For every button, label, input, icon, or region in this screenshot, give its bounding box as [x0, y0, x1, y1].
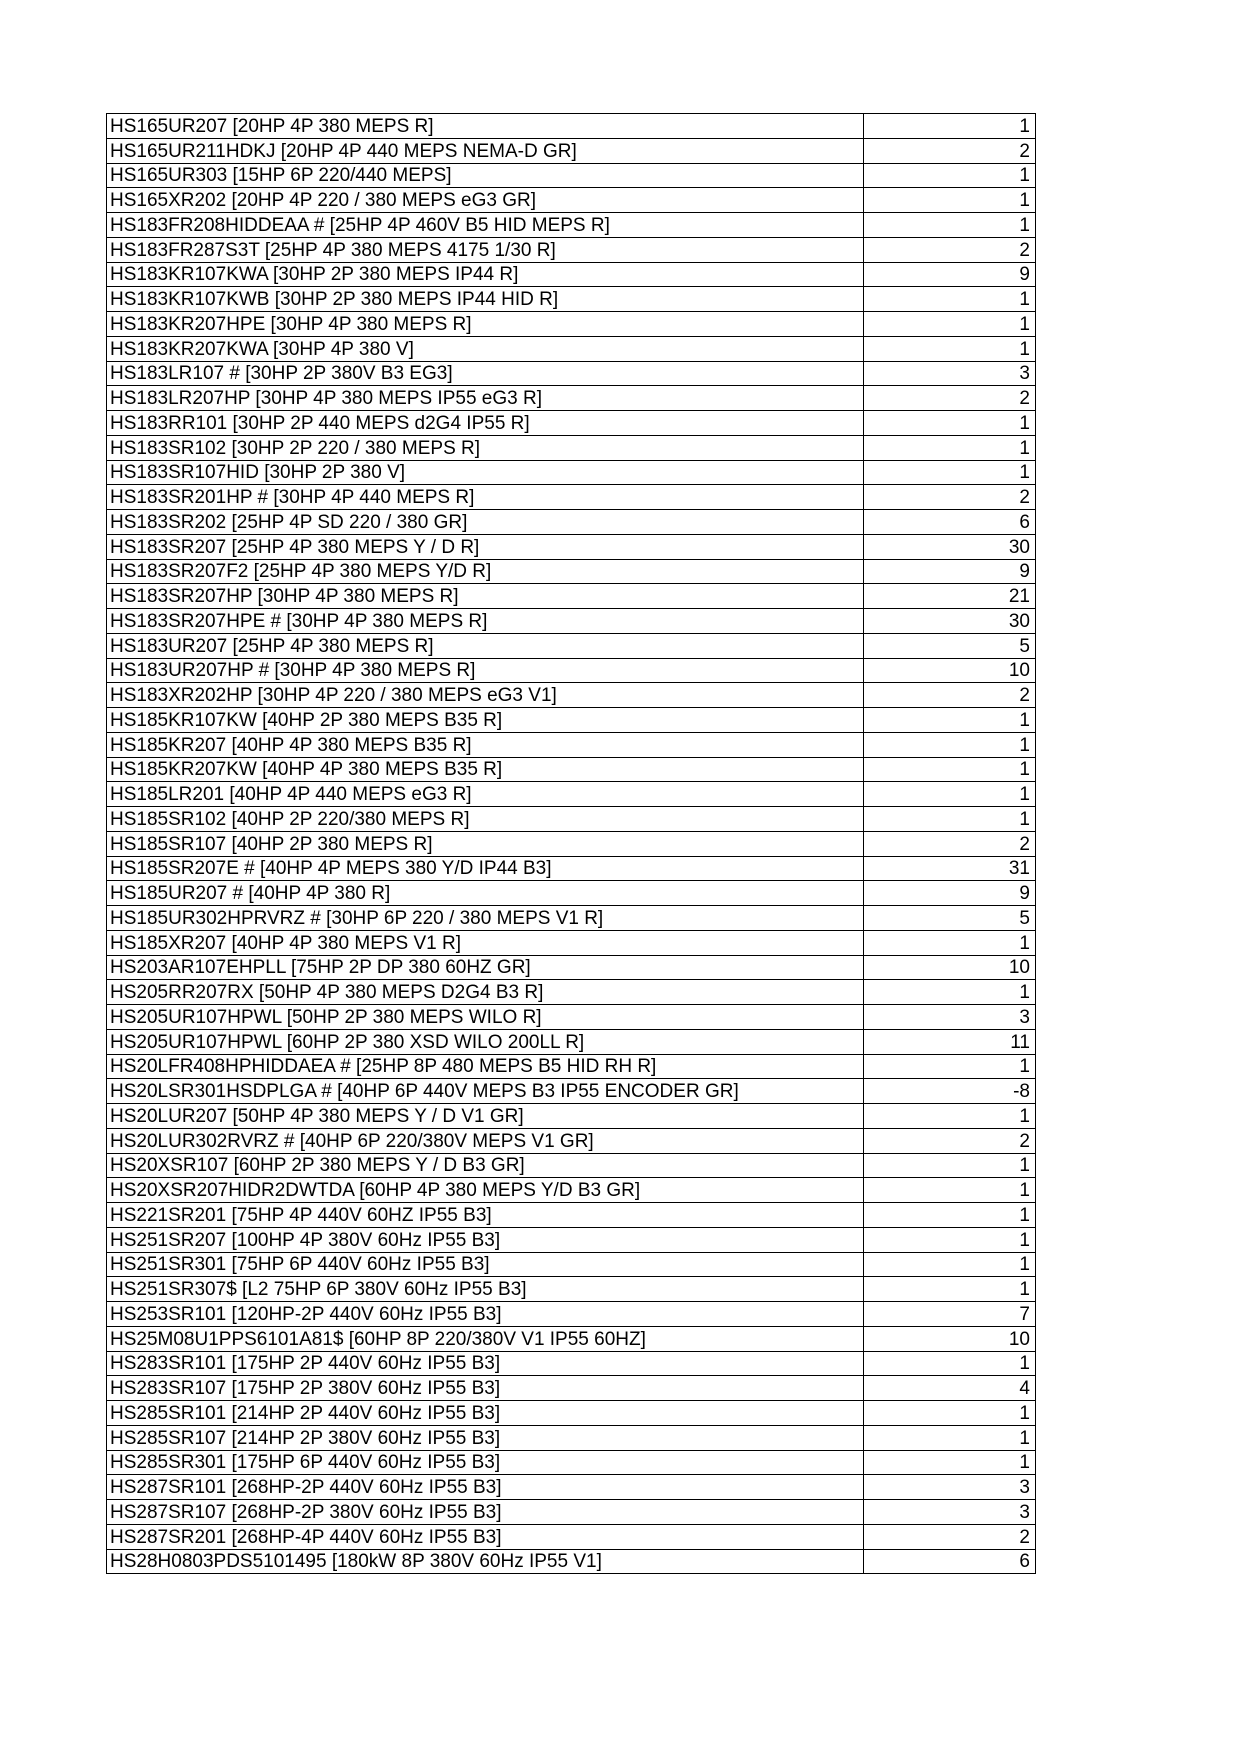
table-row — [107, 1425, 1036, 1450]
item-description-cell: HS183FR208HIDDEAA # [25HP 4P 460V B5 HID MEPS R] — [107, 213, 864, 238]
item-description-cell: HS183UR207 [25HP 4P 380 MEPS R] — [107, 633, 864, 658]
item-description-cell: HS287SR101 [268HP-2P 440V 60Hz IP55 B3] — [107, 1475, 864, 1500]
item-description-cell: HS185KR207 [40HP 4P 380 MEPS B35 R] — [107, 732, 864, 757]
quantity-cell: 1 — [864, 1054, 1036, 1079]
item-description-cell: HS183XR202HP [30HP 4P 220 / 380 MEPS eG3 V1] — [107, 683, 864, 708]
quantity-cell: 30 — [864, 609, 1036, 634]
quantity-cell: 9 — [864, 262, 1036, 287]
quantity-cell: 1 — [864, 411, 1036, 436]
quantity-cell: 5 — [864, 633, 1036, 658]
table-row — [107, 1549, 1036, 1574]
item-description-cell: HS185KR107KW [40HP 2P 380 MEPS B35 R] — [107, 708, 864, 733]
table-row — [107, 930, 1036, 955]
item-description-cell: HS221SR201 [75HP 4P 440V 60HZ IP55 B3] — [107, 1203, 864, 1228]
quantity-cell: 2 — [864, 1524, 1036, 1549]
table-row — [107, 584, 1036, 609]
table-row — [107, 683, 1036, 708]
item-description-cell: HS165UR211HDKJ [20HP 4P 440 MEPS NEMA-D GR] — [107, 138, 864, 163]
table-row — [107, 1005, 1036, 1030]
item-description-cell: HS185SR107 [40HP 2P 380 MEPS R] — [107, 831, 864, 856]
table-row — [107, 114, 1036, 139]
table-row — [107, 1178, 1036, 1203]
inventory-table-body — [107, 114, 1036, 1574]
item-description-cell: HS183SR207 [25HP 4P 380 MEPS Y / D R] — [107, 534, 864, 559]
item-description-cell: HS20LUR302RVRZ # [40HP 6P 220/380V MEPS V1 GR] — [107, 1128, 864, 1153]
item-description-cell: HS183SR102 [30HP 2P 220 / 380 MEPS R] — [107, 435, 864, 460]
item-description-cell: HS183RR101 [30HP 2P 440 MEPS d2G4 IP55 R] — [107, 411, 864, 436]
item-description-cell: HS183SR207F2 [25HP 4P 380 MEPS Y/D R] — [107, 559, 864, 584]
item-description-cell: HS183UR207HP # [30HP 4P 380 MEPS R] — [107, 658, 864, 683]
quantity-cell: 1 — [864, 1450, 1036, 1475]
item-description-cell: HS285SR301 [175HP 6P 440V 60Hz IP55 B3] — [107, 1450, 864, 1475]
quantity-cell: 1 — [864, 980, 1036, 1005]
quantity-cell: 10 — [864, 1326, 1036, 1351]
table-row — [107, 1079, 1036, 1104]
table-row — [107, 138, 1036, 163]
table-row — [107, 163, 1036, 188]
table-row — [107, 312, 1036, 337]
quantity-cell: 1 — [864, 336, 1036, 361]
table-row — [107, 435, 1036, 460]
quantity-cell: 4 — [864, 1376, 1036, 1401]
item-description-cell: HS185LR201 [40HP 4P 440 MEPS eG3 R] — [107, 782, 864, 807]
quantity-cell: 1 — [864, 1178, 1036, 1203]
item-description-cell: HS185UR302HPRVRZ # [30HP 6P 220 / 380 MEPS V1 R] — [107, 906, 864, 931]
item-description-cell: HS20LUR207 [50HP 4P 380 MEPS Y / D V1 GR] — [107, 1104, 864, 1129]
item-description-cell: HS20LSR301HSDPLGA # [40HP 6P 440V MEPS B3 IP55 ENCODER GR] — [107, 1079, 864, 1104]
table-row — [107, 1302, 1036, 1327]
item-description-cell: HS183SR207HP [30HP 4P 380 MEPS R] — [107, 584, 864, 609]
table-row — [107, 1277, 1036, 1302]
table-row — [107, 609, 1036, 634]
item-description-cell: HS165UR207 [20HP 4P 380 MEPS R] — [107, 114, 864, 139]
table-row — [107, 1203, 1036, 1228]
item-description-cell: HS183SR202 [25HP 4P SD 220 / 380 GR] — [107, 510, 864, 535]
table-row — [107, 980, 1036, 1005]
table-row — [107, 807, 1036, 832]
item-description-cell: HS203AR107EHPLL [75HP 2P DP 380 60HZ GR] — [107, 955, 864, 980]
quantity-cell: 2 — [864, 485, 1036, 510]
quantity-cell: 21 — [864, 584, 1036, 609]
quantity-cell: 1 — [864, 312, 1036, 337]
quantity-cell: 3 — [864, 1475, 1036, 1500]
quantity-cell: 7 — [864, 1302, 1036, 1327]
item-description-cell: HS25M08U1PPS6101A81$ [60HP 8P 220/380V V1 IP55 60HZ] — [107, 1326, 864, 1351]
table-row — [107, 633, 1036, 658]
item-description-cell: HS20XSR107 [60HP 2P 380 MEPS Y / D B3 GR] — [107, 1153, 864, 1178]
item-description-cell: HS205RR207RX [50HP 4P 380 MEPS D2G4 B3 R] — [107, 980, 864, 1005]
quantity-cell: 1 — [864, 1277, 1036, 1302]
item-description-cell: HS251SR301 [75HP 6P 440V 60Hz IP55 B3] — [107, 1252, 864, 1277]
quantity-cell: 1 — [864, 1227, 1036, 1252]
quantity-cell: 2 — [864, 831, 1036, 856]
quantity-cell: 1 — [864, 782, 1036, 807]
item-description-cell: HS20XSR207HIDR2DWTDA [60HP 4P 380 MEPS Y/D B3 GR] — [107, 1178, 864, 1203]
item-description-cell: HS183KR207HPE [30HP 4P 380 MEPS R] — [107, 312, 864, 337]
quantity-cell: 2 — [864, 1128, 1036, 1153]
quantity-cell: 3 — [864, 1005, 1036, 1030]
table-row — [107, 485, 1036, 510]
item-description-cell: HS28H0803PDS5101495 [180kW 8P 380V 60Hz IP55 V1] — [107, 1549, 864, 1574]
table-row — [107, 534, 1036, 559]
quantity-cell: 1 — [864, 1252, 1036, 1277]
item-description-cell: HS20LFR408HPHIDDAEA # [25HP 8P 480 MEPS B5 HID RH R] — [107, 1054, 864, 1079]
quantity-cell: 9 — [864, 559, 1036, 584]
quantity-cell: 10 — [864, 658, 1036, 683]
inventory-table — [106, 113, 1036, 1574]
table-row — [107, 831, 1036, 856]
item-description-cell: HS185XR207 [40HP 4P 380 MEPS V1 R] — [107, 930, 864, 955]
table-row — [107, 460, 1036, 485]
table-row — [107, 262, 1036, 287]
table-row — [107, 658, 1036, 683]
table-row — [107, 757, 1036, 782]
table-row — [107, 1524, 1036, 1549]
item-description-cell: HS185SR207E # [40HP 4P MEPS 380 Y/D IP44 B3] — [107, 856, 864, 881]
quantity-cell: 1 — [864, 732, 1036, 757]
item-description-cell: HS165UR303 [15HP 6P 220/440 MEPS] — [107, 163, 864, 188]
item-description-cell: HS251SR307$ [L2 75HP 6P 380V 60Hz IP55 B3] — [107, 1277, 864, 1302]
quantity-cell: 31 — [864, 856, 1036, 881]
quantity-cell: 2 — [864, 138, 1036, 163]
table-row — [107, 1450, 1036, 1475]
table-row — [107, 1351, 1036, 1376]
quantity-cell: 1 — [864, 930, 1036, 955]
table-row — [107, 1500, 1036, 1525]
item-description-cell: HS285SR101 [214HP 2P 440V 60Hz IP55 B3] — [107, 1401, 864, 1426]
quantity-cell: 1 — [864, 1203, 1036, 1228]
quantity-cell: 1 — [864, 114, 1036, 139]
item-description-cell: HS205UR107HPWL [50HP 2P 380 MEPS WILO R] — [107, 1005, 864, 1030]
table-row — [107, 708, 1036, 733]
table-row — [107, 1401, 1036, 1426]
table-row — [107, 287, 1036, 312]
quantity-cell: 1 — [864, 1351, 1036, 1376]
quantity-cell: 1 — [864, 757, 1036, 782]
table-row — [107, 1475, 1036, 1500]
quantity-cell: 5 — [864, 906, 1036, 931]
table-row — [107, 732, 1036, 757]
table-row — [107, 1128, 1036, 1153]
item-description-cell: HS183LR107 # [30HP 2P 380V B3 EG3] — [107, 361, 864, 386]
item-description-cell: HS183LR207HP [30HP 4P 380 MEPS IP55 eG3 R] — [107, 386, 864, 411]
quantity-cell: 1 — [864, 1425, 1036, 1450]
table-row — [107, 856, 1036, 881]
table-row — [107, 1376, 1036, 1401]
table-row — [107, 906, 1036, 931]
table-row — [107, 881, 1036, 906]
item-description-cell: HS183KR207KWA [30HP 4P 380 V] — [107, 336, 864, 361]
quantity-cell: 10 — [864, 955, 1036, 980]
table-row — [107, 386, 1036, 411]
quantity-cell: 1 — [864, 188, 1036, 213]
quantity-cell: 2 — [864, 683, 1036, 708]
quantity-cell: 2 — [864, 237, 1036, 262]
table-row — [107, 1029, 1036, 1054]
quantity-cell: 1 — [864, 435, 1036, 460]
quantity-cell: 1 — [864, 807, 1036, 832]
table-row — [107, 411, 1036, 436]
quantity-cell: 9 — [864, 881, 1036, 906]
table-row — [107, 188, 1036, 213]
item-description-cell: HS185SR102 [40HP 2P 220/380 MEPS R] — [107, 807, 864, 832]
table-row — [107, 782, 1036, 807]
item-description-cell: HS205UR107HPWL [60HP 2P 380 XSD WILO 200LL R] — [107, 1029, 864, 1054]
table-row — [107, 237, 1036, 262]
item-description-cell: HS185UR207 # [40HP 4P 380 R] — [107, 881, 864, 906]
quantity-cell: 1 — [864, 163, 1036, 188]
item-description-cell: HS287SR201 [268HP-4P 440V 60Hz IP55 B3] — [107, 1524, 864, 1549]
quantity-cell: 1 — [864, 1104, 1036, 1129]
item-description-cell: HS287SR107 [268HP-2P 380V 60Hz IP55 B3] — [107, 1500, 864, 1525]
item-description-cell: HS283SR107 [175HP 2P 380V 60Hz IP55 B3] — [107, 1376, 864, 1401]
item-description-cell: HS165XR202 [20HP 4P 220 / 380 MEPS eG3 GR] — [107, 188, 864, 213]
item-description-cell: HS283SR101 [175HP 2P 440V 60Hz IP55 B3] — [107, 1351, 864, 1376]
table-row — [107, 361, 1036, 386]
item-description-cell: HS183KR107KWB [30HP 2P 380 MEPS IP44 HID R] — [107, 287, 864, 312]
item-description-cell: HS183SR207HPE # [30HP 4P 380 MEPS R] — [107, 609, 864, 634]
quantity-cell: 1 — [864, 287, 1036, 312]
table-row — [107, 559, 1036, 584]
quantity-cell: 1 — [864, 460, 1036, 485]
quantity-cell: 3 — [864, 1500, 1036, 1525]
item-description-cell: HS253SR101 [120HP-2P 440V 60Hz IP55 B3] — [107, 1302, 864, 1327]
table-row — [107, 1104, 1036, 1129]
table-row — [107, 1153, 1036, 1178]
table-row — [107, 1054, 1036, 1079]
item-description-cell: HS183KR107KWA [30HP 2P 380 MEPS IP44 R] — [107, 262, 864, 287]
quantity-cell: 1 — [864, 1153, 1036, 1178]
table-row — [107, 1227, 1036, 1252]
quantity-cell: 1 — [864, 1401, 1036, 1426]
table-row — [107, 1252, 1036, 1277]
item-description-cell: HS285SR107 [214HP 2P 380V 60Hz IP55 B3] — [107, 1425, 864, 1450]
table-row — [107, 955, 1036, 980]
item-description-cell: HS183SR201HP # [30HP 4P 440 MEPS R] — [107, 485, 864, 510]
quantity-cell: 2 — [864, 386, 1036, 411]
quantity-cell: -8 — [864, 1079, 1036, 1104]
table-row — [107, 213, 1036, 238]
item-description-cell: HS183SR107HID [30HP 2P 380 V] — [107, 460, 864, 485]
item-description-cell: HS185KR207KW [40HP 4P 380 MEPS B35 R] — [107, 757, 864, 782]
quantity-cell: 1 — [864, 213, 1036, 238]
item-description-cell: HS183FR287S3T [25HP 4P 380 MEPS 4175 1/30 R] — [107, 237, 864, 262]
table-row — [107, 510, 1036, 535]
table-row — [107, 336, 1036, 361]
quantity-cell: 6 — [864, 510, 1036, 535]
quantity-cell: 30 — [864, 534, 1036, 559]
quantity-cell: 3 — [864, 361, 1036, 386]
quantity-cell: 11 — [864, 1029, 1036, 1054]
quantity-cell: 6 — [864, 1549, 1036, 1574]
quantity-cell: 1 — [864, 708, 1036, 733]
table-row — [107, 1326, 1036, 1351]
item-description-cell: HS251SR207 [100HP 4P 380V 60Hz IP55 B3] — [107, 1227, 864, 1252]
